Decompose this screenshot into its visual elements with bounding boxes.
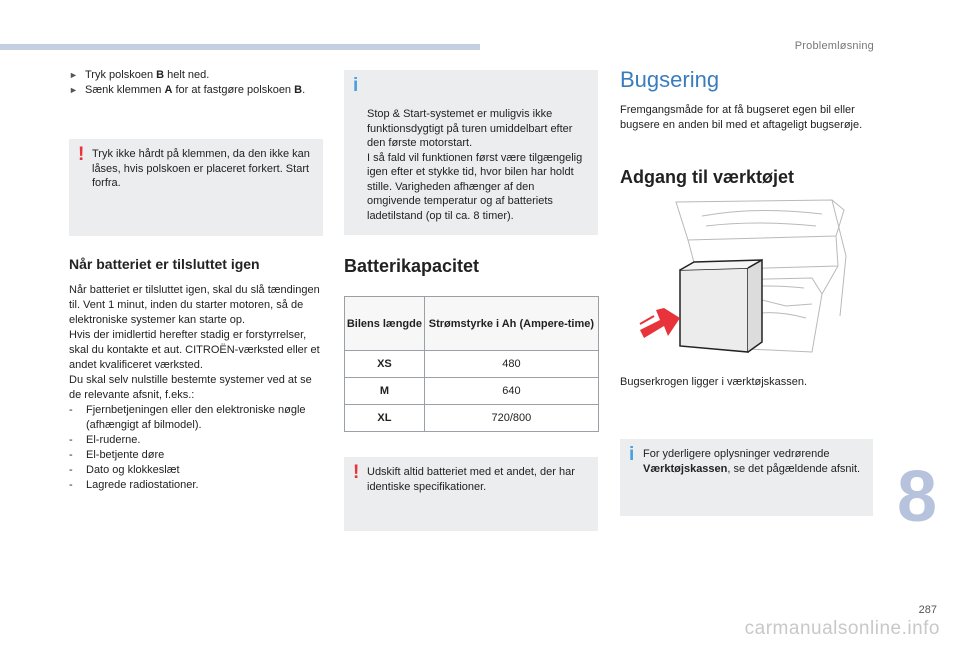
paragraph: Hvis der imidlertid herefter stadig er forstyrrelser, skal du kontakte et aut. CITROËN-værksted eller et andet kvalificeret værksted. (69, 329, 320, 371)
table-cell: XL (345, 405, 425, 432)
toolbox-illustration (636, 196, 860, 356)
list-item: - El-betjente døre (69, 449, 165, 461)
column-header: Bilens længde (345, 297, 425, 351)
list-item: - Dato og klokkeslæt (69, 464, 180, 476)
section-title: Problemløsning (794, 40, 874, 52)
instruction-bullets (69, 68, 325, 97)
table-cell: 640 (424, 378, 598, 405)
list-item: - El-ruderne. (69, 434, 141, 446)
table-cell: M (345, 378, 425, 405)
warning-text: Tryk ikke hårdt på klemmen, da den ikke kan låses, hvis polskoen er placeret forkert. Start forfra. (92, 148, 310, 189)
section-heading: Batterikapacitet (344, 256, 480, 276)
towing-intro: Fremgangsmåde for at få bugseret egen bil eller bugsere en anden bil med et aftageligt bugserøje. (620, 104, 863, 131)
warning-icon: ! (353, 462, 360, 483)
info-text: For yderligere oplysninger vedrørende Værktøjskassen, se det pågældende afsnit. (643, 448, 861, 475)
list-item: - Lagrede radiostationer. (69, 479, 199, 491)
watermark: carmanualsonline.info (744, 618, 940, 639)
chapter-number: 8 (896, 457, 938, 537)
table-cell: XS (345, 351, 425, 378)
table-row (345, 378, 599, 405)
info-text: Stop & Start-systemet er muligvis ikke funktionsdygtigt på turen umiddelbart efter den første motorstart. I så fald vil funktionen først være tilgængelig igen efter et stykke tid, hvor bilen har holdt stille. Varigheden afhænger af den omgivende temperatur og af batteriets ladetilstand (op til ca. 8 timer). (367, 108, 583, 222)
capacity-table (344, 296, 599, 432)
table-cell: 720/800 (424, 405, 598, 432)
info-icon: i (629, 444, 635, 465)
info-box (344, 70, 598, 235)
warning-box (69, 139, 323, 236)
warning-box (344, 457, 598, 531)
illustration-caption: Bugserkrogen ligger i værktøjskassen. (620, 376, 808, 388)
list-item: - Fjernbetjeningen eller den elektroniske nøgle (afhængigt af bilmodel). (69, 404, 306, 431)
section-heading: Adgang til værktøjet (620, 167, 795, 187)
column-header: Strømstyrke i Ah (Ampere-time) (424, 297, 598, 351)
arrow-bullet-icon: ► (69, 84, 78, 95)
paragraph: Når batteriet er tilsluttet igen, skal du slå tændingen til. Vent 1 minut, inden du starter motoren, så de elektroniske systemer kan starte op. (69, 284, 320, 326)
page-number: 287 (918, 604, 937, 616)
arrow-bullet-icon: ► (69, 70, 78, 80)
table-header-row (345, 297, 599, 351)
table-row (345, 405, 599, 432)
reconnect-body (69, 283, 325, 493)
warning-icon: ! (78, 144, 85, 165)
table-cell: 480 (424, 351, 598, 378)
section-heading: Når batteriet er tilsluttet igen (69, 256, 260, 272)
paragraph: Du skal selv nulstille bestemte systemer ved at se de relevante afsnit, f.eks.: (69, 374, 312, 401)
bullet-item: ► Tryk polskoen B helt ned. (69, 69, 210, 81)
warning-text: Udskift altid batteriet med et andet, der har identiske specifikationer. (367, 466, 575, 493)
bullet-item: ► Sænk klemmen A for at fastgøre polskoen B. (69, 83, 306, 96)
red-arrow-icon (640, 308, 680, 338)
table-row (345, 351, 599, 378)
header-bar (0, 44, 480, 50)
page-title: Bugsering (620, 67, 720, 92)
info-box (620, 439, 873, 516)
info-icon: i (353, 75, 359, 96)
